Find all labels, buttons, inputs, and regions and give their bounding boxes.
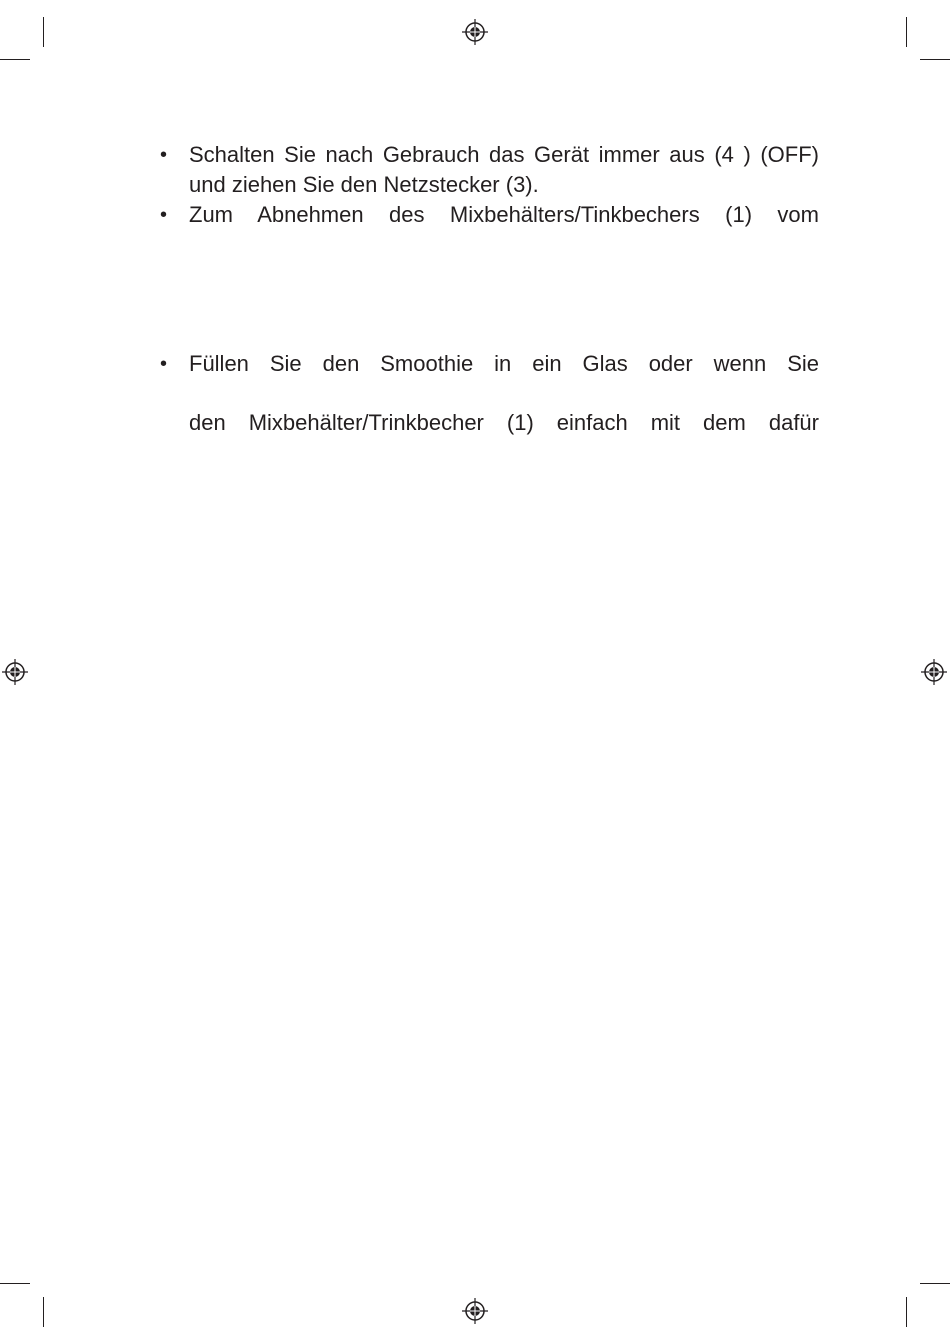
registration-mark-left-icon — [2, 659, 28, 685]
crop-mark-bottom-left-horizontal — [0, 1283, 30, 1284]
bullet-icon: • — [160, 353, 168, 375]
crop-mark-bottom-right-vertical — [906, 1297, 907, 1327]
bullet-list — [158, 140, 819, 438]
list-item — [158, 140, 819, 200]
crop-mark-top-right-horizontal — [920, 59, 950, 60]
registration-mark-top-icon — [462, 19, 488, 45]
crop-mark-bottom-left-vertical — [43, 1297, 44, 1327]
crop-mark-top-left-horizontal — [0, 59, 30, 60]
registration-mark-bottom-icon — [462, 1298, 488, 1324]
list-item — [158, 200, 819, 230]
list-item-line: und ziehen Sie den Netzstecker (3). — [189, 172, 539, 197]
list-item — [158, 349, 819, 438]
bullet-icon: • — [160, 144, 168, 166]
list-item-line: Füllen Sie den Smoothie in ein Glas oder wenn Sie — [189, 351, 819, 376]
crop-mark-top-left-vertical — [43, 17, 44, 47]
list-item-line: Schalten Sie nach Gebrauch das Gerät immer aus (4 ) (OFF) — [189, 142, 819, 167]
crop-mark-top-right-vertical — [906, 17, 907, 47]
list-item-line: Zum Abnehmen des Mixbehälters/Tinkbechers (1) vom — [189, 202, 819, 227]
list-item-line: den Mixbehälter/Trinkbecher (1) einfach mit dem dafür — [189, 410, 819, 435]
registration-mark-right-icon — [921, 659, 947, 685]
bullet-icon: • — [160, 204, 168, 226]
crop-mark-bottom-right-horizontal — [920, 1283, 950, 1284]
